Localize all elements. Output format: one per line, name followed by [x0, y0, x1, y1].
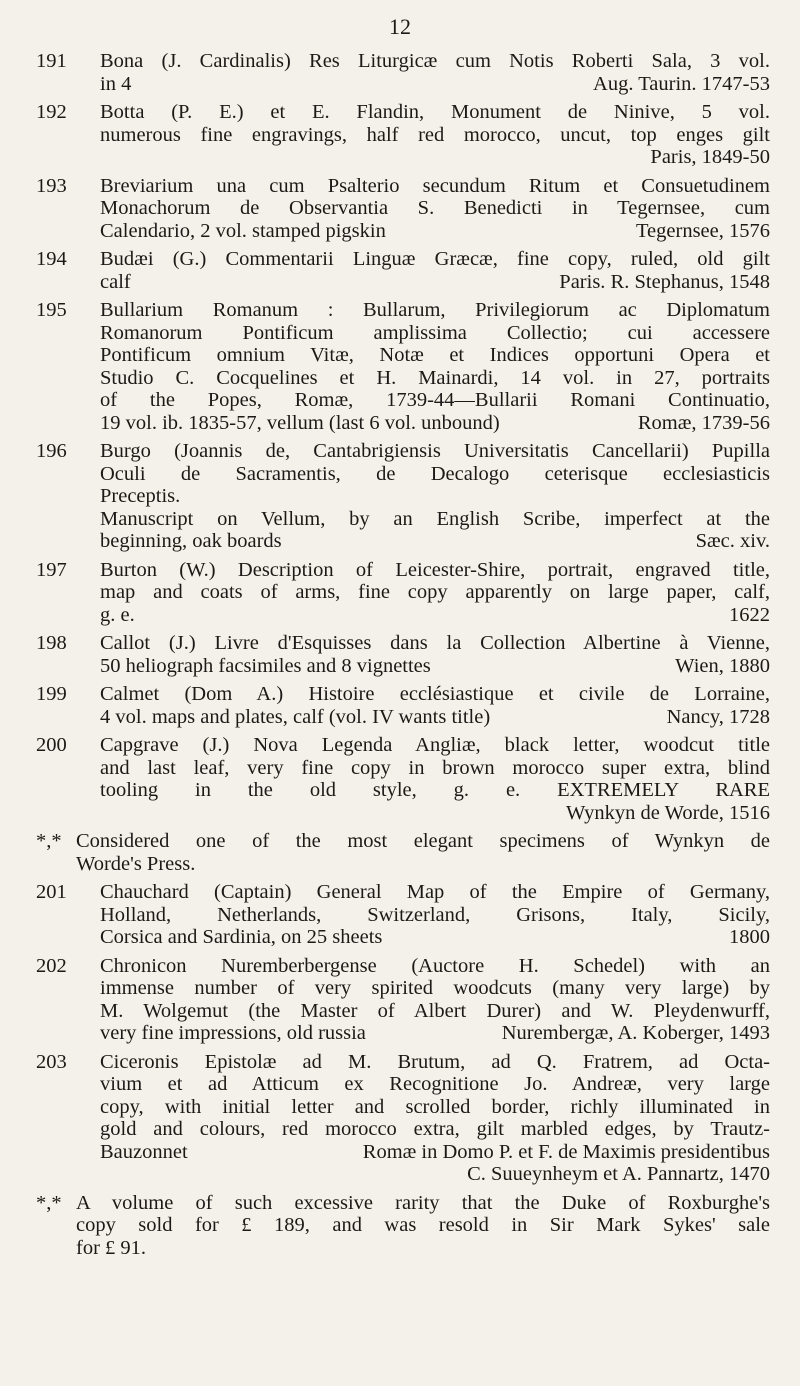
entry-line-text: 19 vol. ib. 1835-57, vellum (last 6 vol. unbound) — [100, 411, 500, 434]
entry-line-text: 50 heliograph facsimiles and 8 vignettes — [100, 654, 431, 677]
entry-line — [100, 412, 770, 435]
entry-imprint: 1800 — [729, 926, 770, 948]
entry-line: and last leaf, very fine copy in brown morocco super extra, blind — [100, 756, 770, 779]
entry-number: 191 — [36, 50, 67, 72]
entry-imprint: Romæ in Domo P. et F. de Maximis presidentibus — [362, 1140, 770, 1163]
entry-line: map and coats of arms, fine copy apparently on large paper, calf, — [100, 581, 770, 603]
entry-imprint: Nancy, 1728 — [666, 705, 770, 728]
entry-line: numerous fine engravings, half red morocco, uncut, top enges gilt — [100, 123, 770, 146]
entry-line: Preceptis. — [100, 485, 181, 507]
entry-line-text: calf — [100, 270, 131, 293]
entry-number: 203 — [36, 1050, 67, 1073]
entry-line: Pontificum omnium Vitæ, Notæ et Indices opportuni Opera et — [100, 344, 770, 366]
entry-imprint: Sæc. xiv. — [695, 530, 770, 552]
entry-line: copy, with initial letter and scrolled border, richly illuminated in — [100, 1095, 770, 1118]
entry-number: 193 — [36, 174, 67, 197]
catalogue-entry — [36, 50, 770, 95]
entry-number: 192 — [36, 101, 67, 123]
catalogue-entry — [36, 683, 770, 728]
entry-line — [100, 1022, 770, 1045]
entry-line: tooling in the old style, g. e. EXTREMELY RARE — [100, 779, 770, 801]
entry-number: 195 — [36, 299, 67, 321]
entry-number: 201 — [36, 881, 67, 903]
entry-imprint: Nurembergæ, A. Koberger, 1493 — [501, 1022, 770, 1044]
entry-line: immense number of very spirited woodcuts (many very large) by — [100, 977, 770, 999]
entry-line: Wynkyn de Worde, 1516 — [566, 801, 770, 824]
entry-imprint: Romæ, 1739-56 — [637, 411, 770, 434]
entry-line: Manuscript on Vellum, by an English Scribe, imperfect at the — [100, 507, 770, 530]
entry-number: 196 — [36, 440, 67, 462]
catalogue-entry — [36, 101, 770, 169]
entry-line: Chauchard (Captain) General Map of the Empire of Germany, — [100, 881, 770, 903]
catalogue-entry — [36, 559, 770, 627]
entry-number: 200 — [36, 734, 67, 756]
note-line: A volume of such excessive rarity that the Duke of Roxburghe's — [76, 1191, 770, 1214]
entry-line: vium et ad Atticum ex Recognitione Jo. Andreæ, very large — [100, 1073, 770, 1095]
entry-line: Burton (W.) Description of Leicester-Shire, portrait, engraved title, — [100, 558, 770, 581]
note-line: Worde's Press. — [76, 852, 196, 875]
entry-number: 194 — [36, 248, 67, 270]
entry-line-text: beginning, oak boards — [100, 530, 282, 552]
entry-line: Budæi (G.) Commentarii Linguæ Græcæ, fine copy, ruled, old gilt — [100, 248, 770, 270]
entry-line-text: Calendario, 2 vol. stamped pigskin — [100, 219, 386, 242]
entry-number: 199 — [36, 683, 67, 705]
entry-number: 197 — [36, 558, 67, 581]
entry-imprint: Paris. R. Stephanus, 1548 — [559, 270, 770, 293]
entry-line: Studio C. Cocquelines et H. Mainardi, 14 vol. in 27, portraits — [100, 366, 770, 389]
page-number: 12 — [389, 14, 411, 39]
catalogue-entry — [36, 299, 770, 434]
catalogue-entries — [36, 50, 770, 1265]
entry-imprint: Wien, 1880 — [675, 654, 770, 677]
entry-line: Oculi de Sacramentis, de Decalogo ceterisque ecclesiasticis — [100, 462, 770, 485]
entry-number: 202 — [36, 954, 67, 977]
entry-line: Romanorum Pontificum amplissima Collectio; cui accessere — [100, 321, 770, 344]
entry-line — [100, 926, 770, 949]
note-line: Considered one of the most elegant specimens of Wynkyn de — [76, 830, 770, 852]
asterism-icon: *,* — [36, 1191, 62, 1214]
catalogue-entry — [36, 955, 770, 1045]
entry-line — [100, 604, 770, 627]
entry-line-text: very fine impressions, old russia — [100, 1022, 366, 1044]
entry-line — [100, 706, 770, 729]
entry-line: Burgo (Joannis de, Cantabrigiensis Universitatis Cancellarii) Pupilla — [100, 440, 770, 462]
entry-line: Capgrave (J.) Nova Legenda Angliæ, black letter, woodcut title — [100, 734, 770, 756]
entry-line: of the Popes, Romæ, 1739-44—Bullarii Romani Continuatio, — [100, 389, 770, 411]
entry-list-2 — [36, 881, 770, 1186]
entry-line: Holland, Netherlands, Switzerland, Grisons, Italy, Sicily, — [100, 903, 770, 926]
entry-line-text: 4 vol. maps and plates, calf (vol. IV wants title) — [100, 705, 491, 728]
note-line: for £ 91. — [76, 1236, 147, 1259]
entry-line-text: Bauzonnet — [100, 1140, 188, 1163]
entry-line: Ciceronis Epistolæ ad M. Brutum, ad Q. Fratrem, ad Octa- — [100, 1050, 770, 1073]
entry-line: gold and colours, red morocco extra, gilt marbled edges, by Trautz- — [100, 1118, 770, 1140]
catalogue-entry — [36, 632, 770, 677]
entry-line-text: Corsica and Sardinia, on 25 sheets — [100, 926, 383, 948]
entry-line — [100, 271, 770, 294]
entry-line: Calmet (Dom A.) Histoire ecclésiastique et civile de Lorraine, — [100, 683, 770, 705]
entry-line — [100, 73, 770, 96]
catalogue-entry — [36, 175, 770, 243]
entry-line: M. Wolgemut (the Master of Albert Durer) and W. Pleydenwurff, — [100, 999, 770, 1022]
footnote-wynkyn — [36, 830, 770, 875]
entry-line: C. Suueynheym et A. Pannartz, 1470 — [467, 1163, 770, 1185]
entry-line — [100, 1141, 770, 1164]
entry-line: Breviarium una cum Psalterio secundum Ritum et Consuetudinem — [100, 174, 770, 197]
entry-line: Bullarium Romanum : Bullarum, Privilegiorum ac Diplomatum — [100, 299, 770, 321]
entry-line: Chronicon Nuremberbergense (Auctore H. Schedel) with an — [100, 954, 770, 977]
note-line: copy sold for £ 189, and was resold in Sir Mark Sykes' sale — [76, 1214, 770, 1236]
entry-line — [100, 530, 770, 553]
entry-line: Botta (P. E.) et E. Flandin, Monument de Ninive, 5 vol. — [100, 101, 770, 123]
catalogue-entry — [36, 248, 770, 293]
entry-list-1 — [36, 50, 770, 824]
entry-line-text: g. e. — [100, 603, 135, 626]
entry-line: Monachorum de Observantia S. Benedicti in Tegernsee, cum — [100, 197, 770, 219]
footnote-roxburghe — [36, 1192, 770, 1260]
entry-line: Paris, 1849-50 — [650, 146, 770, 168]
entry-imprint: Tegernsee, 1576 — [635, 219, 770, 242]
entry-imprint: 1622 — [729, 603, 770, 626]
entry-line: Bona (J. Cardinalis) Res Liturgicæ cum Notis Roberti Sala, 3 vol. — [100, 50, 770, 72]
catalogue-entry — [36, 1051, 770, 1186]
entry-imprint: Aug. Taurin. 1747-53 — [593, 72, 770, 95]
catalogue-entry — [36, 734, 770, 824]
entry-line — [100, 220, 770, 243]
asterism-icon: *,* — [36, 830, 62, 852]
entry-line — [100, 655, 770, 678]
catalogue-entry — [36, 881, 770, 949]
entry-number: 198 — [36, 632, 67, 654]
entry-line-text: in 4 — [100, 72, 132, 95]
catalogue-entry — [36, 440, 770, 553]
entry-line: Callot (J.) Livre d'Esquisses dans la Collection Albertine à Vienne, — [100, 632, 770, 654]
